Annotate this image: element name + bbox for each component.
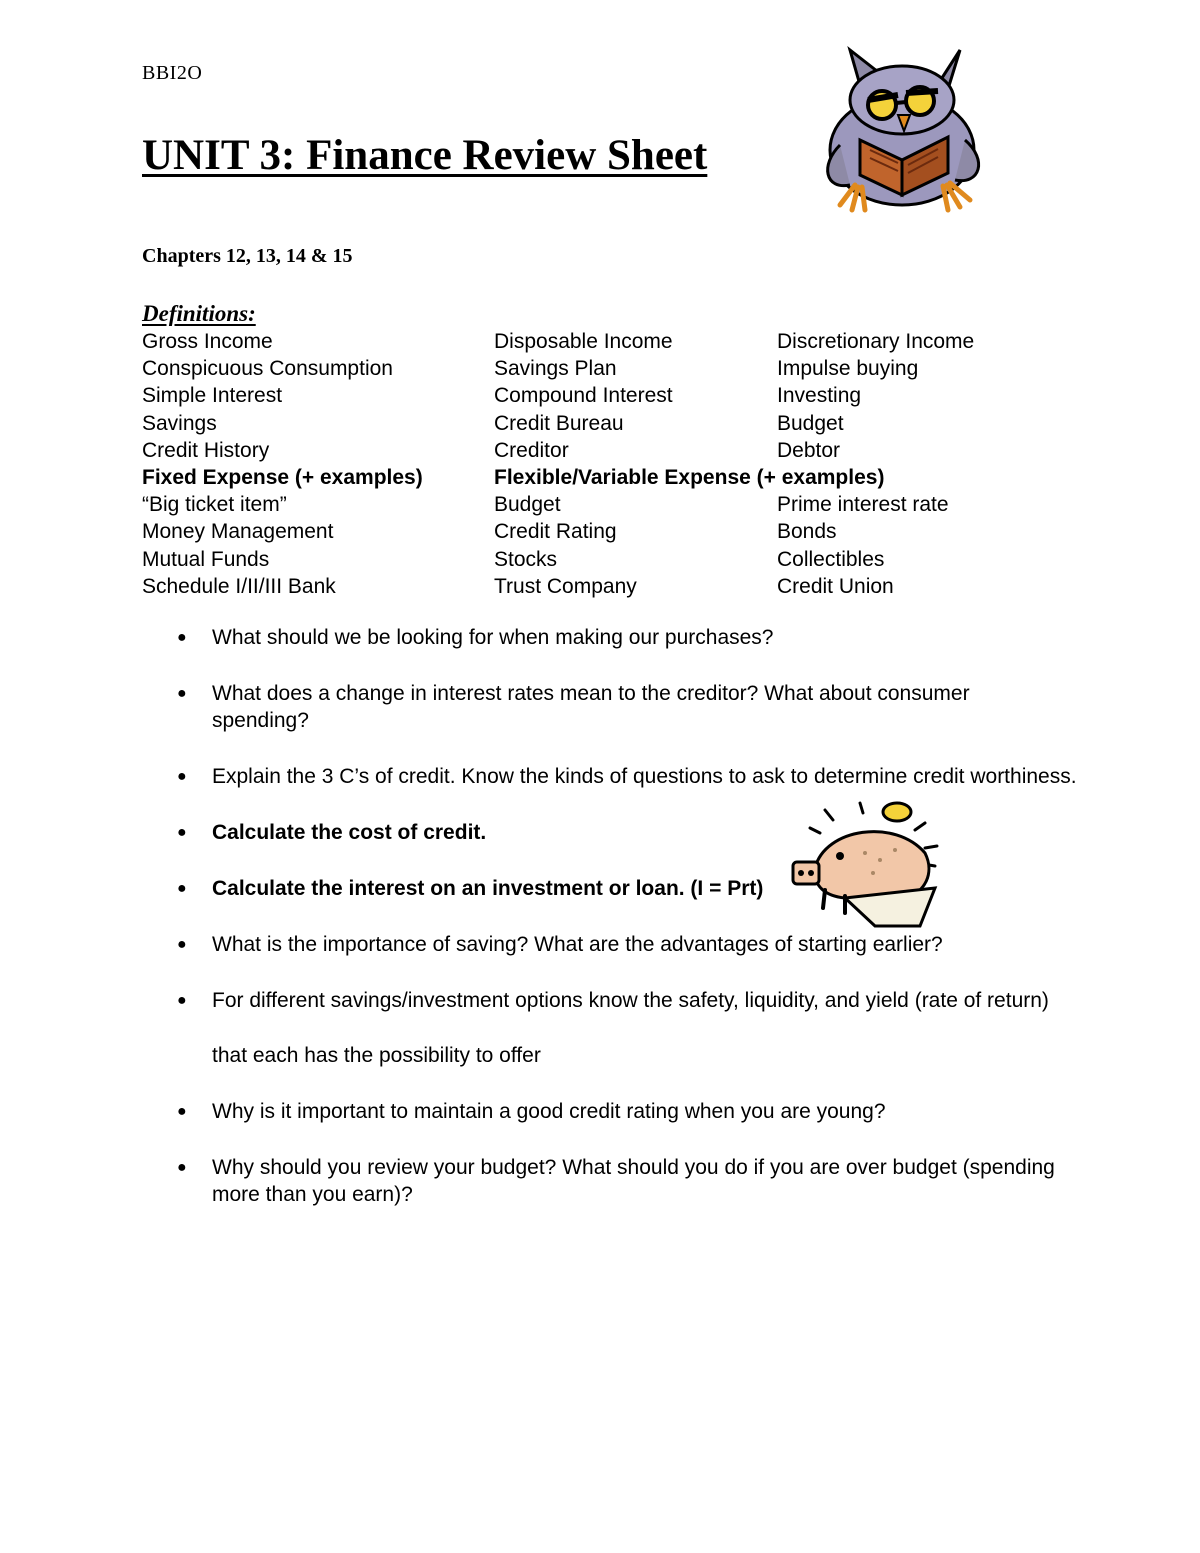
definition-term: Flexible/Variable Expense (+ examples) <box>494 465 885 489</box>
question-item <box>142 680 972 734</box>
question-item <box>142 931 1082 958</box>
definition-term: Creditor <box>494 438 569 462</box>
bullet-icon: ● <box>177 768 187 785</box>
review-questions-list <box>142 624 1082 1237</box>
bullet-icon: ● <box>177 1103 187 1120</box>
question-text: Why should you review your budget? What should you do if you are over budget (spending more than you earn)? <box>212 1156 1055 1206</box>
question-text: Why is it important to maintain a good credit rating when you are young? <box>212 1100 886 1123</box>
page-title <box>142 128 742 183</box>
question-item <box>142 1154 1082 1208</box>
definition-term: Investing <box>777 384 862 408</box>
owl-reading-book-icon <box>820 45 990 215</box>
definition-term: “Big ticket item” <box>142 493 287 517</box>
definition-term: Discretionary Income <box>777 330 975 353</box>
definition-term: Stocks <box>494 547 558 571</box>
definition-term: Simple Interest <box>142 384 283 408</box>
definitions-heading: Definitions: <box>142 301 256 326</box>
question-text: Explain the 3 C’s of credit. Know the kinds of questions to ask to determine credit worthiness. <box>212 765 1077 788</box>
question-item <box>142 749 1082 804</box>
definition-term: Budget <box>494 493 561 517</box>
definition-term: Collectibles <box>777 547 885 571</box>
chapters-subtitle: Chapters 12, 13, 14 & 15 <box>142 245 353 267</box>
definition-term: Conspicuous Consumption <box>142 357 393 381</box>
definition-term: Debtor <box>777 438 841 462</box>
bullet-icon: ● <box>177 880 187 897</box>
bullet-icon: ● <box>177 629 187 646</box>
definition-term: Credit Rating <box>494 520 617 544</box>
definition-term: Credit Union <box>777 574 894 598</box>
definition-term: Prime interest rate <box>777 493 949 517</box>
bullet-icon: ● <box>177 685 187 702</box>
definition-term: Trust Company <box>494 574 637 598</box>
definition-term: Money Management <box>142 520 334 544</box>
question-item <box>142 973 1082 1083</box>
definition-term: Compound Interest <box>494 384 673 408</box>
question-item <box>142 1098 1082 1125</box>
question-item <box>142 624 1082 651</box>
piggy-bank-icon <box>785 798 955 928</box>
definition-term: Schedule I/II/III Bank <box>142 574 336 598</box>
question-text: For different savings/investment options know the safety, liquidity, and yield (rate of return) that each has the possibility to offer <box>212 989 1049 1067</box>
question-text: Calculate the interest on an investment or loan. (I = Prt) <box>212 877 764 900</box>
page-title-text: UNIT 3: Finance Review Sheet <box>142 132 708 179</box>
bullet-icon: ● <box>177 1159 187 1176</box>
definition-term: Bonds <box>777 520 837 544</box>
question-text: What is the importance of saving? What are the advantages of starting earlier? <box>212 933 943 956</box>
bullet-icon: ● <box>177 992 187 1009</box>
definition-term: Budget <box>777 411 844 435</box>
bullet-icon: ● <box>177 936 187 953</box>
bullet-icon: ● <box>177 824 187 841</box>
question-text: What should we be looking for when making our purchases? <box>212 626 774 649</box>
question-text: What does a change in interest rates mean to the creditor? What about consumer spending? <box>212 682 970 732</box>
definition-term: Credit History <box>142 438 270 462</box>
course-code: BBI2O <box>142 62 203 84</box>
definition-term: Savings <box>142 411 217 435</box>
definition-term: Credit Bureau <box>494 411 624 435</box>
definition-term: Gross Income <box>142 330 273 353</box>
definition-term: Savings Plan <box>494 357 617 381</box>
question-text: Calculate the cost of credit. <box>212 821 487 844</box>
definition-term: Disposable Income <box>494 330 673 353</box>
definition-term: Fixed Expense (+ examples) <box>142 465 423 489</box>
definition-term: Impulse buying <box>777 357 919 381</box>
definition-term: Mutual Funds <box>142 547 270 571</box>
